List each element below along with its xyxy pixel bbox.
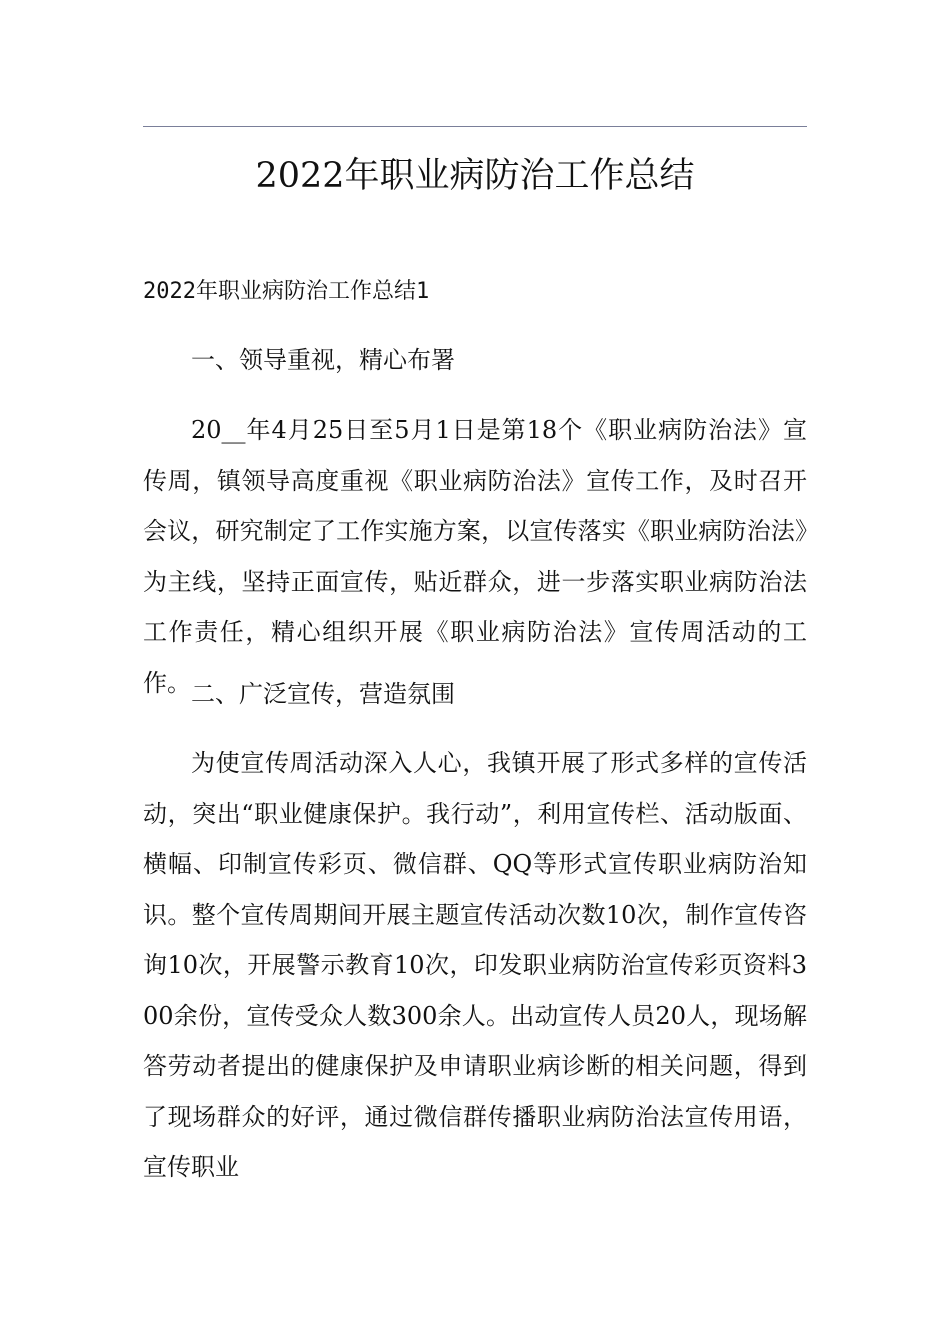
section-heading-1: 一、领导重视，精心布署 — [191, 346, 455, 374]
document-subtitle: 2022年职业病防治工作总结1 — [143, 279, 430, 304]
header-rule — [143, 126, 807, 127]
document-title: 2022年职业病防治工作总结 — [255, 156, 695, 196]
section-paragraph-1: 20__年4月25日至5月1日是第18个《职业病防治法》宣传周，镇领导高度重视《职业病防治法》宣传工作，及时召开会议，研究制定了工作实施方案，以宣传落实《职业病防治法》为主线，坚持正面宣传，贴近群众，进一步落实职业病防治法工作责任，精心组织开展《职业病防治法》宣传周活动的工作。 — [143, 416, 807, 697]
section-paragraph-2: 为使宣传周活动深入人心，我镇开展了形式多样的宣传活动，突出“职业健康保护。我行动”，利用宣传栏、活动版面、横幅、印制宣传彩页、微信群、QQ等形式宣传职业病防治知识。整个宣传周期间开展主题宣传活动次数10次，制作宣传咨询10次，开展警示教育10次，印发职业病防治宣传彩页资料300余份，宣传受众人数300余人。出动宣传人员20人，现场解答劳动者提出的健康保护及申请职业病诊断的相关问题，得到了现场群众的好评，通过微信群传播职业病防治法宣传用语，宣传职业 — [143, 749, 807, 1181]
section-heading-2: 二、广泛宣传，营造氛围 — [191, 680, 455, 708]
